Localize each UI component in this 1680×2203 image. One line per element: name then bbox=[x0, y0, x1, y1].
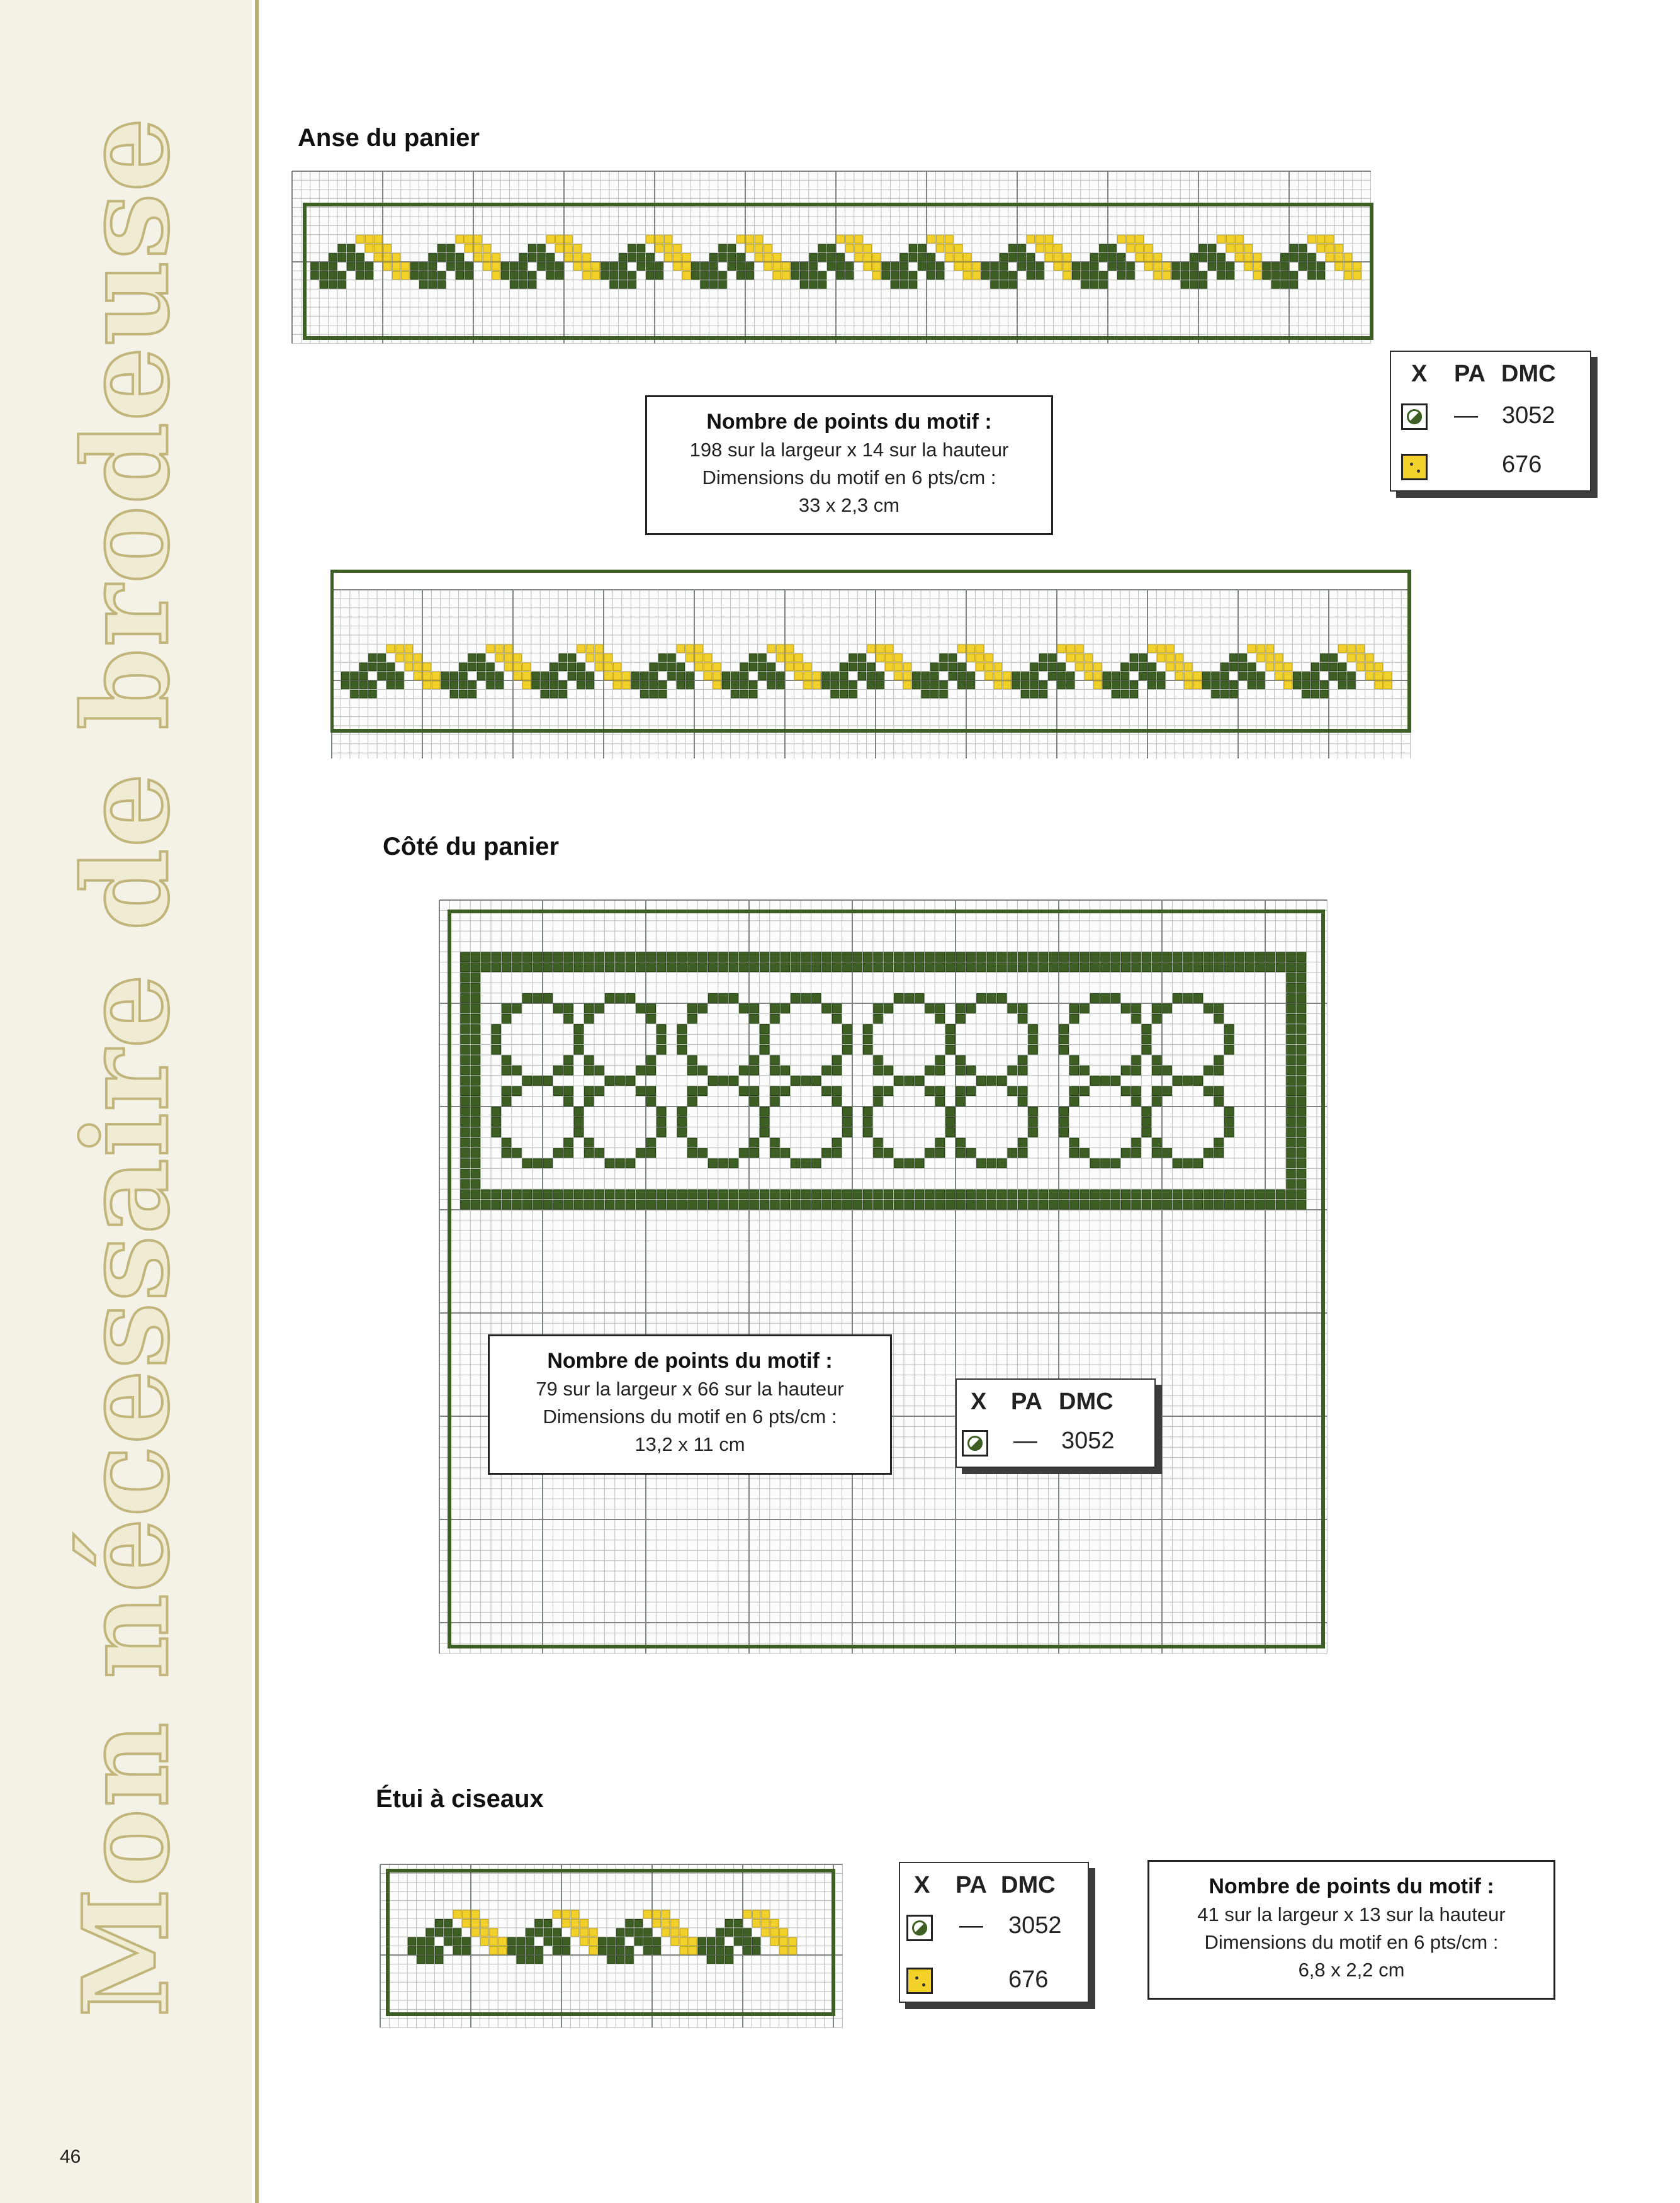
chart-anse-bottom bbox=[330, 570, 1413, 758]
info-dimensions-value: 6,8 x 2,2 cm bbox=[1298, 1959, 1405, 1981]
legend-col-pa: PA bbox=[1454, 361, 1486, 387]
legend-dmc-value: 676 bbox=[1008, 1966, 1049, 1993]
legend-col-pa: PA bbox=[956, 1872, 987, 1898]
book-title: Mon nécessaire de brodeuse bbox=[57, 116, 195, 2018]
legend-col-pa: PA bbox=[1011, 1389, 1042, 1415]
legend-col-x: X bbox=[971, 1389, 987, 1415]
legend-col-x: X bbox=[914, 1872, 930, 1898]
info-dimensions-label: Dimensions du motif en 6 pts/cm : bbox=[1204, 1931, 1499, 1953]
legend-etui bbox=[899, 1862, 1089, 2003]
yellow-dots-symbol-icon bbox=[906, 1968, 933, 1994]
info-heading: Nombre de points du motif : bbox=[1209, 1874, 1494, 1898]
info-stitch-count: 79 sur la largeur x 66 sur la hauteur bbox=[536, 1378, 844, 1400]
green-circle-symbol-icon bbox=[1401, 403, 1428, 430]
yellow-dots-symbol-icon bbox=[1401, 454, 1428, 480]
legend-col-dmc: DMC bbox=[1501, 361, 1556, 387]
chart-cote bbox=[438, 899, 1331, 1660]
info-dimensions-value: 33 x 2,3 cm bbox=[798, 494, 900, 516]
legend-pa-value: — bbox=[1013, 1428, 1037, 1454]
info-box-cote bbox=[488, 1334, 892, 1475]
side-rule bbox=[255, 0, 259, 2203]
page-number: 46 bbox=[60, 2146, 81, 2167]
legend-col-dmc: DMC bbox=[1059, 1389, 1113, 1415]
grid-etui bbox=[380, 1864, 842, 2027]
section-title-cote: Côté du panier bbox=[383, 833, 560, 860]
info-dimensions-value: 13,2 x 11 cm bbox=[634, 1433, 745, 1455]
green-circle-symbol-icon bbox=[962, 1430, 988, 1456]
info-dimensions-label: Dimensions du motif en 6 pts/cm : bbox=[543, 1406, 837, 1428]
legend-pa-value: — bbox=[959, 1912, 983, 1939]
section-title-etui: Étui à ciseaux bbox=[376, 1785, 544, 1813]
legend-col-dmc: DMC bbox=[1001, 1872, 1056, 1898]
chart-etui bbox=[379, 1862, 845, 2033]
green-circle-symbol-icon bbox=[906, 1915, 933, 1941]
legend-dmc-value: 676 bbox=[1502, 451, 1542, 478]
info-box-etui bbox=[1147, 1860, 1555, 2000]
chart-anse-top bbox=[291, 170, 1378, 359]
info-dimensions-label: Dimensions du motif en 6 pts/cm : bbox=[702, 466, 996, 488]
legend-dmc-value: 3052 bbox=[1061, 1428, 1115, 1454]
legend-dmc-value: 3052 bbox=[1008, 1912, 1062, 1939]
info-heading: Nombre de points du motif : bbox=[706, 410, 992, 434]
info-heading: Nombre de points du motif : bbox=[547, 1349, 833, 1373]
legend-dmc-value: 3052 bbox=[1502, 402, 1555, 429]
section-title-anse: Anse du panier bbox=[298, 124, 480, 152]
info-stitch-count: 198 sur la largeur x 14 sur la hauteur bbox=[689, 439, 1009, 461]
legend-anse bbox=[1390, 351, 1591, 492]
info-stitch-count: 41 sur la largeur x 13 sur la hauteur bbox=[1197, 1903, 1506, 1925]
legend-pa-value: — bbox=[1454, 402, 1478, 429]
legend-cote bbox=[956, 1378, 1156, 1468]
legend-col-x: X bbox=[1411, 361, 1428, 387]
info-box-anse bbox=[645, 395, 1053, 535]
book-title-vertical bbox=[0, 0, 252, 2203]
